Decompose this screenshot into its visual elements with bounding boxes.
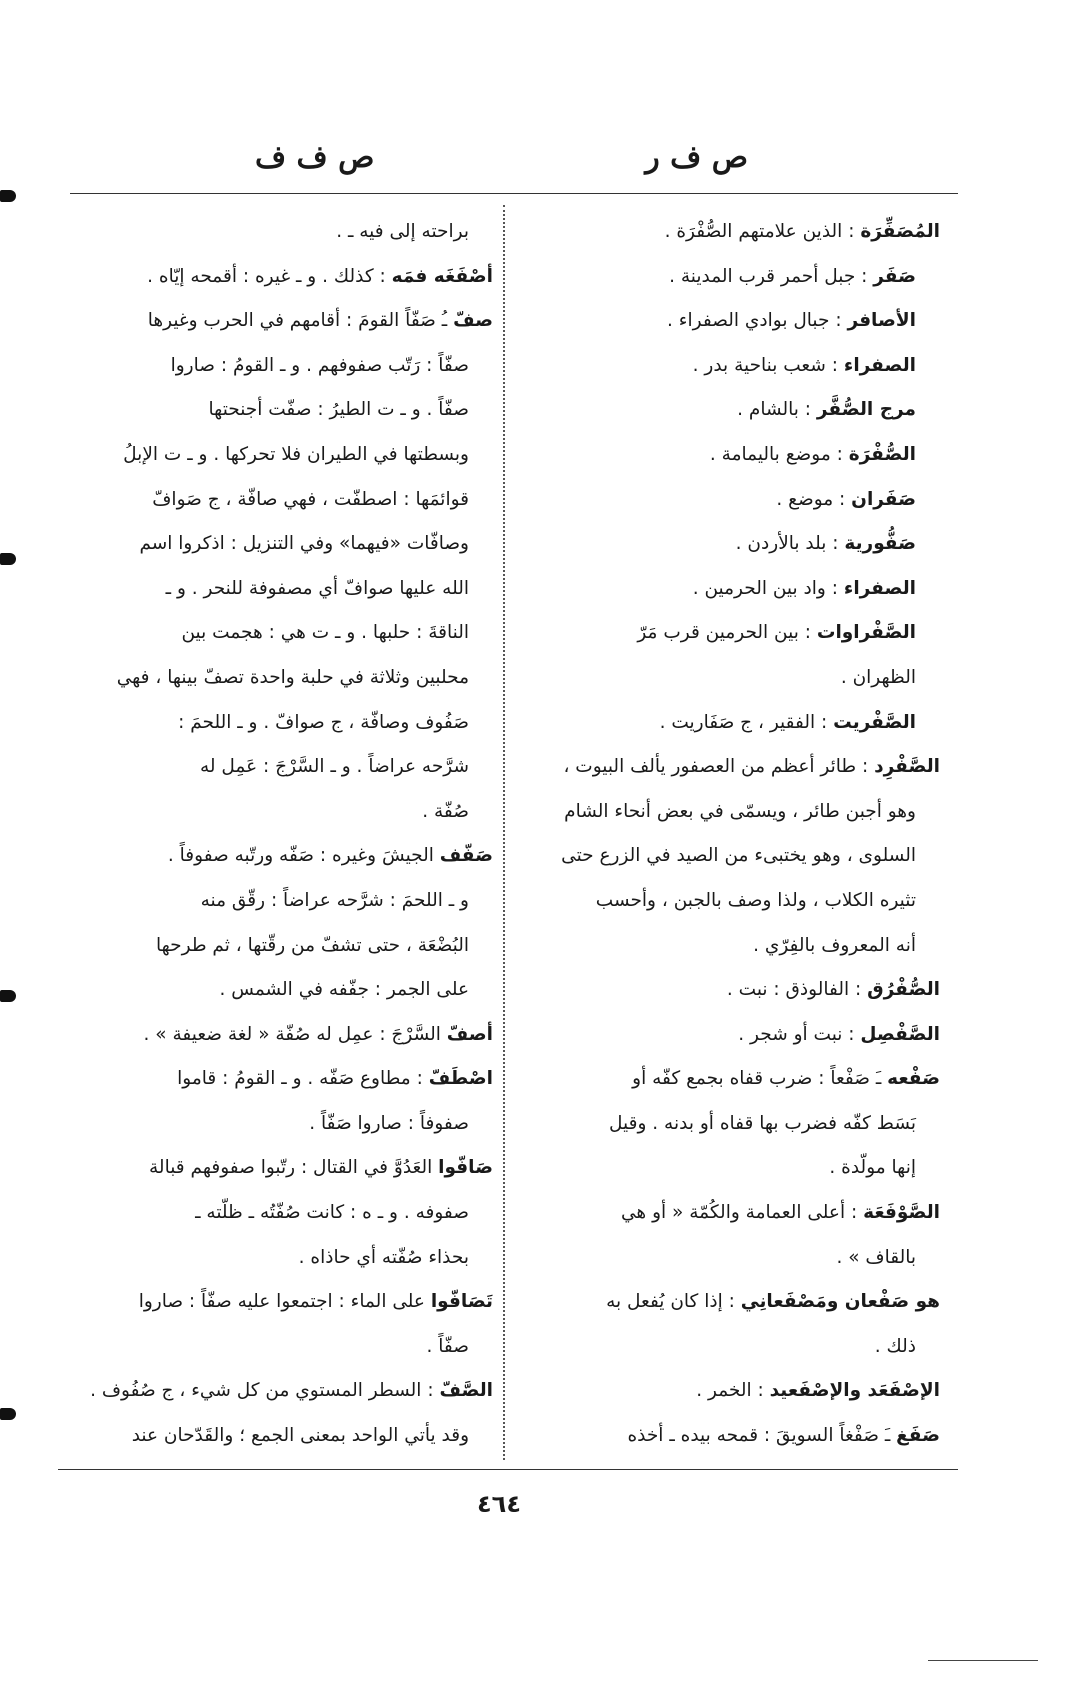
entry-line [520, 1325, 940, 1370]
headword: الصَّفْراوات [816, 622, 916, 644]
definition-text: الظهران . [840, 666, 916, 688]
definition-text: وصافّات «فيهما» وفي التنزيل : اذكروا اسم [139, 533, 469, 555]
entry-line [520, 1369, 940, 1414]
definition-text: صفوفه . و ـ ه : كانت صُفّتُه ـ ظلّته ـ [195, 1202, 469, 1224]
entry-line [68, 701, 493, 746]
entry-line [68, 478, 493, 523]
definition-text: وبسطتها في الطيران فلا تحركها . و ـ ت الإبلُ [123, 443, 469, 465]
running-header-left: ص ف ف [255, 140, 375, 175]
definition-text: : بالشام . [737, 399, 817, 421]
definition-text: الله عليها صوافّ أي مصفوفة للنحر . و ـ [165, 577, 469, 599]
headword: هو صَفْعان ومَصْفَعانِي [740, 1291, 940, 1313]
entry-line [68, 567, 493, 612]
entry-line [68, 433, 493, 478]
definition-text: صُفّة . [422, 800, 469, 822]
definition-text: : الذين علامتهم الصُّفْرَة . [664, 221, 861, 242]
headword: الإصْفَعَد والإصْفَعيد [769, 1380, 940, 1402]
entry-line [520, 1414, 940, 1459]
definition-text: : إذا كان يُفعل به [606, 1291, 741, 1313]
headword: صفّ [453, 310, 493, 332]
headword: الصَّفْصِل [860, 1023, 940, 1045]
definition-text: صفّاً : رَتّب صفوفهم . و ـ القومُ : صاروا [170, 354, 469, 376]
definition-text: : موضع باليمامة . [709, 443, 849, 465]
definition-text: ـُ صَفّاً القومَ : أقامهم في الحرب وغيرها [147, 310, 454, 332]
headword: صَفّف [439, 845, 493, 867]
definition-text: : موضع . [776, 488, 852, 510]
headword: أصفّ [446, 1023, 493, 1045]
entry-line [520, 478, 940, 523]
scan-edge-mark [0, 1408, 16, 1420]
headword: الصَّوْفَعَة [863, 1202, 940, 1224]
entry-line [520, 968, 940, 1013]
entry-line [520, 1191, 940, 1236]
entry-line [520, 1236, 940, 1281]
entry-line [520, 567, 940, 612]
entry-line [520, 388, 940, 433]
definition-text: أنه المعروف بالفِرّي . [753, 934, 916, 956]
definition-text: : جبل أحمر قرب المدينة . [669, 265, 874, 287]
entry-line [68, 834, 493, 879]
headword: الصفراء [843, 354, 916, 376]
definition-text: الجيشَ وغيره : صَفّه ورتّبه صفوفاً . [167, 845, 440, 867]
scan-edge-mark [0, 190, 16, 202]
entry-line [520, 1057, 940, 1102]
entry-line [68, 299, 493, 344]
entry-line [520, 522, 940, 567]
entry-line [68, 1236, 493, 1281]
headword: الصُّفْرُق [867, 979, 940, 1001]
entry-line [68, 210, 493, 255]
definition-text: بالقاف » . [836, 1246, 916, 1268]
entry-line [520, 701, 940, 746]
headword: صَفَر [873, 265, 916, 287]
headword: الصُّفْرَة [848, 443, 916, 465]
definition-text: البُضْعَة ، حتى تشفّ من رقّتها ، ثم طرحها [156, 934, 469, 956]
headword: الأصافر [847, 310, 916, 332]
headword: تَصَافّوا [430, 1291, 493, 1313]
definition-text: بَسَط كفّه فضرب بها قفاه أو بدنه . وقيل [609, 1112, 916, 1134]
headword: صَفْعه [887, 1068, 940, 1090]
entry-line [520, 255, 940, 300]
entry-line [520, 834, 940, 879]
headword: المُصَفِّرَة [860, 221, 940, 242]
entry-line [68, 388, 493, 433]
definition-text: العَدُوَّ في القتال : رتّبوا صفوفهم قبالة [149, 1157, 439, 1179]
definition-text: : شعب بناحية بدر . [692, 354, 844, 376]
definition-text: براحته إلى فيه ـ . [336, 221, 469, 242]
scan-edge-mark [0, 553, 16, 565]
definition-text: السَّرْجَ : عمِل له صُفّة « لغة ضعيفة » . [143, 1023, 447, 1045]
entry-line [68, 879, 493, 924]
entry-line [68, 968, 493, 1013]
entry-line [520, 745, 940, 790]
definition-text: ـَ صَفْغاً السويقَ : قمحه بيده ـ أخذه [627, 1425, 897, 1447]
entry-line [68, 255, 493, 300]
header-rule [70, 193, 958, 194]
definition-text: ـَ صَفْعاً : ضرب قفاه بجمع كفّه أو [632, 1068, 888, 1090]
entry-line [520, 210, 940, 255]
definition-text: : نبت أو شجر . [738, 1023, 861, 1045]
headword: الصفراء [843, 577, 916, 599]
definition-text: شرَّحه عراضاً . و ـ السَّرْجَ : عَمِل له [199, 756, 469, 778]
entry-line [520, 1146, 940, 1191]
definition-text: صفوفاً : صاروا صَفّاً . [309, 1112, 469, 1134]
definition-text: قوائمَها : اصطفّت ، فهي صافّة ، ج صَوافّ [152, 488, 469, 510]
entry-line [520, 790, 940, 835]
entry-line [520, 879, 940, 924]
definition-text: على الماء : اجتمعوا عليه صفّاً : صاروا [138, 1291, 431, 1313]
headword: أصْفَغَه فمَه [391, 265, 493, 287]
definition-text: : الخمر . [696, 1380, 770, 1402]
entry-line [68, 344, 493, 389]
headword: مرج الصُّفَّر [816, 399, 916, 421]
headword: الصَّفْريت [833, 711, 916, 733]
definition-text: ذلك . [874, 1335, 916, 1357]
entry-line [68, 1414, 493, 1459]
headword: صَافّوا [438, 1157, 493, 1179]
definition-text: : الفقير ، ج صَفَاريت . [659, 711, 834, 733]
entry-line [520, 1280, 940, 1325]
entry-line [68, 1369, 493, 1414]
definition-text: : مطاوع صَفّه . و ـ القومُ : قاموا [177, 1068, 429, 1090]
page-number: ٤٦٤ [477, 1490, 521, 1518]
scan-edge-rule [928, 1660, 1038, 1661]
headword: صَفَغ [896, 1425, 940, 1447]
entry-line [520, 299, 940, 344]
definition-text: صفّاً . [426, 1335, 469, 1357]
column-divider [503, 205, 505, 1460]
headword: صَفَران [851, 488, 916, 510]
footer-rule [58, 1469, 958, 1470]
entry-line [68, 1191, 493, 1236]
headword: الصَّفّ [439, 1380, 493, 1402]
entry-line [68, 924, 493, 969]
left-column [68, 210, 493, 1459]
entry-line [68, 790, 493, 835]
definition-text: : السطر المستوي من كل شيء ، ج صُفُوف . [90, 1380, 440, 1402]
definition-text: إنها مولّدة . [829, 1157, 916, 1179]
right-column [520, 210, 940, 1459]
headword: الصَّفْرِد [874, 756, 940, 778]
definition-text: : بين الحرمين قرب مَرّ [637, 622, 817, 644]
definition-text: : أعلى العمامة والكُمّة « أو هي [621, 1202, 864, 1224]
entry-line [520, 344, 940, 389]
definition-text: السلوى ، وهو يختبىء من الصيد في الزرع حتى [561, 845, 916, 867]
definition-text: بحذاء صُفّته أي حاذاه . [298, 1246, 469, 1268]
entry-line [520, 611, 940, 656]
entry-line [68, 1057, 493, 1102]
definition-text: وقد يأتي الواحد بمعنى الجمع ؛ والقَدّحان عند [131, 1425, 469, 1447]
running-header-right: ص ف ر [645, 140, 748, 175]
definition-text: صَفُوف وصافّة ، ج صوافّ . و ـ اللحمَ : [178, 711, 469, 733]
entry-line [68, 1325, 493, 1370]
headword: اصْطَفّ [428, 1068, 493, 1090]
definition-text: : الفالوذق : نبت . [726, 979, 868, 1001]
definition-text: : بلد بالأردن . [735, 533, 845, 555]
definition-text: على الجمر : جفّفه في الشمس . [219, 979, 469, 1001]
definition-text: صفّاً . و ـ ت الطيرُ : صفّت أجنحتها [208, 399, 469, 421]
entry-line [68, 1013, 493, 1058]
headword: صَفُّورية [844, 533, 916, 555]
definition-text: تثيره الكلاب ، ولذا وصف بالجبن ، وأحسب [595, 889, 916, 911]
entry-line [520, 433, 940, 478]
definition-text: : طائر أعظم من العصفور يألف البيوت ، [563, 756, 875, 778]
definition-text: : جبال بوادي الصفراء . [667, 310, 848, 332]
definition-text: محلبين وثلاثة في حلبة واحدة تصفّ بينها ، فهي [116, 666, 469, 688]
entry-line [520, 1013, 940, 1058]
scan-edge-mark [0, 990, 16, 1002]
entry-line [68, 1102, 493, 1147]
entry-line [520, 1102, 940, 1147]
entry-line [68, 656, 493, 701]
definition-text: : كذلك . و ـ غيره : أقمحه إيّاه . [147, 265, 392, 287]
definition-text: و ـ اللحمَ : شرَّحه عراضاً : رقّق منه [200, 889, 469, 911]
entry-line [520, 656, 940, 701]
entry-line [68, 522, 493, 567]
definition-text: وهو أجبن طائر ، ويسمّى في بعض أنحاء الشام [564, 800, 916, 822]
entry-line [520, 924, 940, 969]
entry-line [68, 611, 493, 656]
entry-line [68, 1146, 493, 1191]
entry-line [68, 1280, 493, 1325]
entry-line [68, 745, 493, 790]
definition-text: : واد بين الحرمين . [692, 577, 844, 599]
definition-text: الناقةَ : حلبها . و ـ ت هي : هجمت بين [181, 622, 469, 644]
